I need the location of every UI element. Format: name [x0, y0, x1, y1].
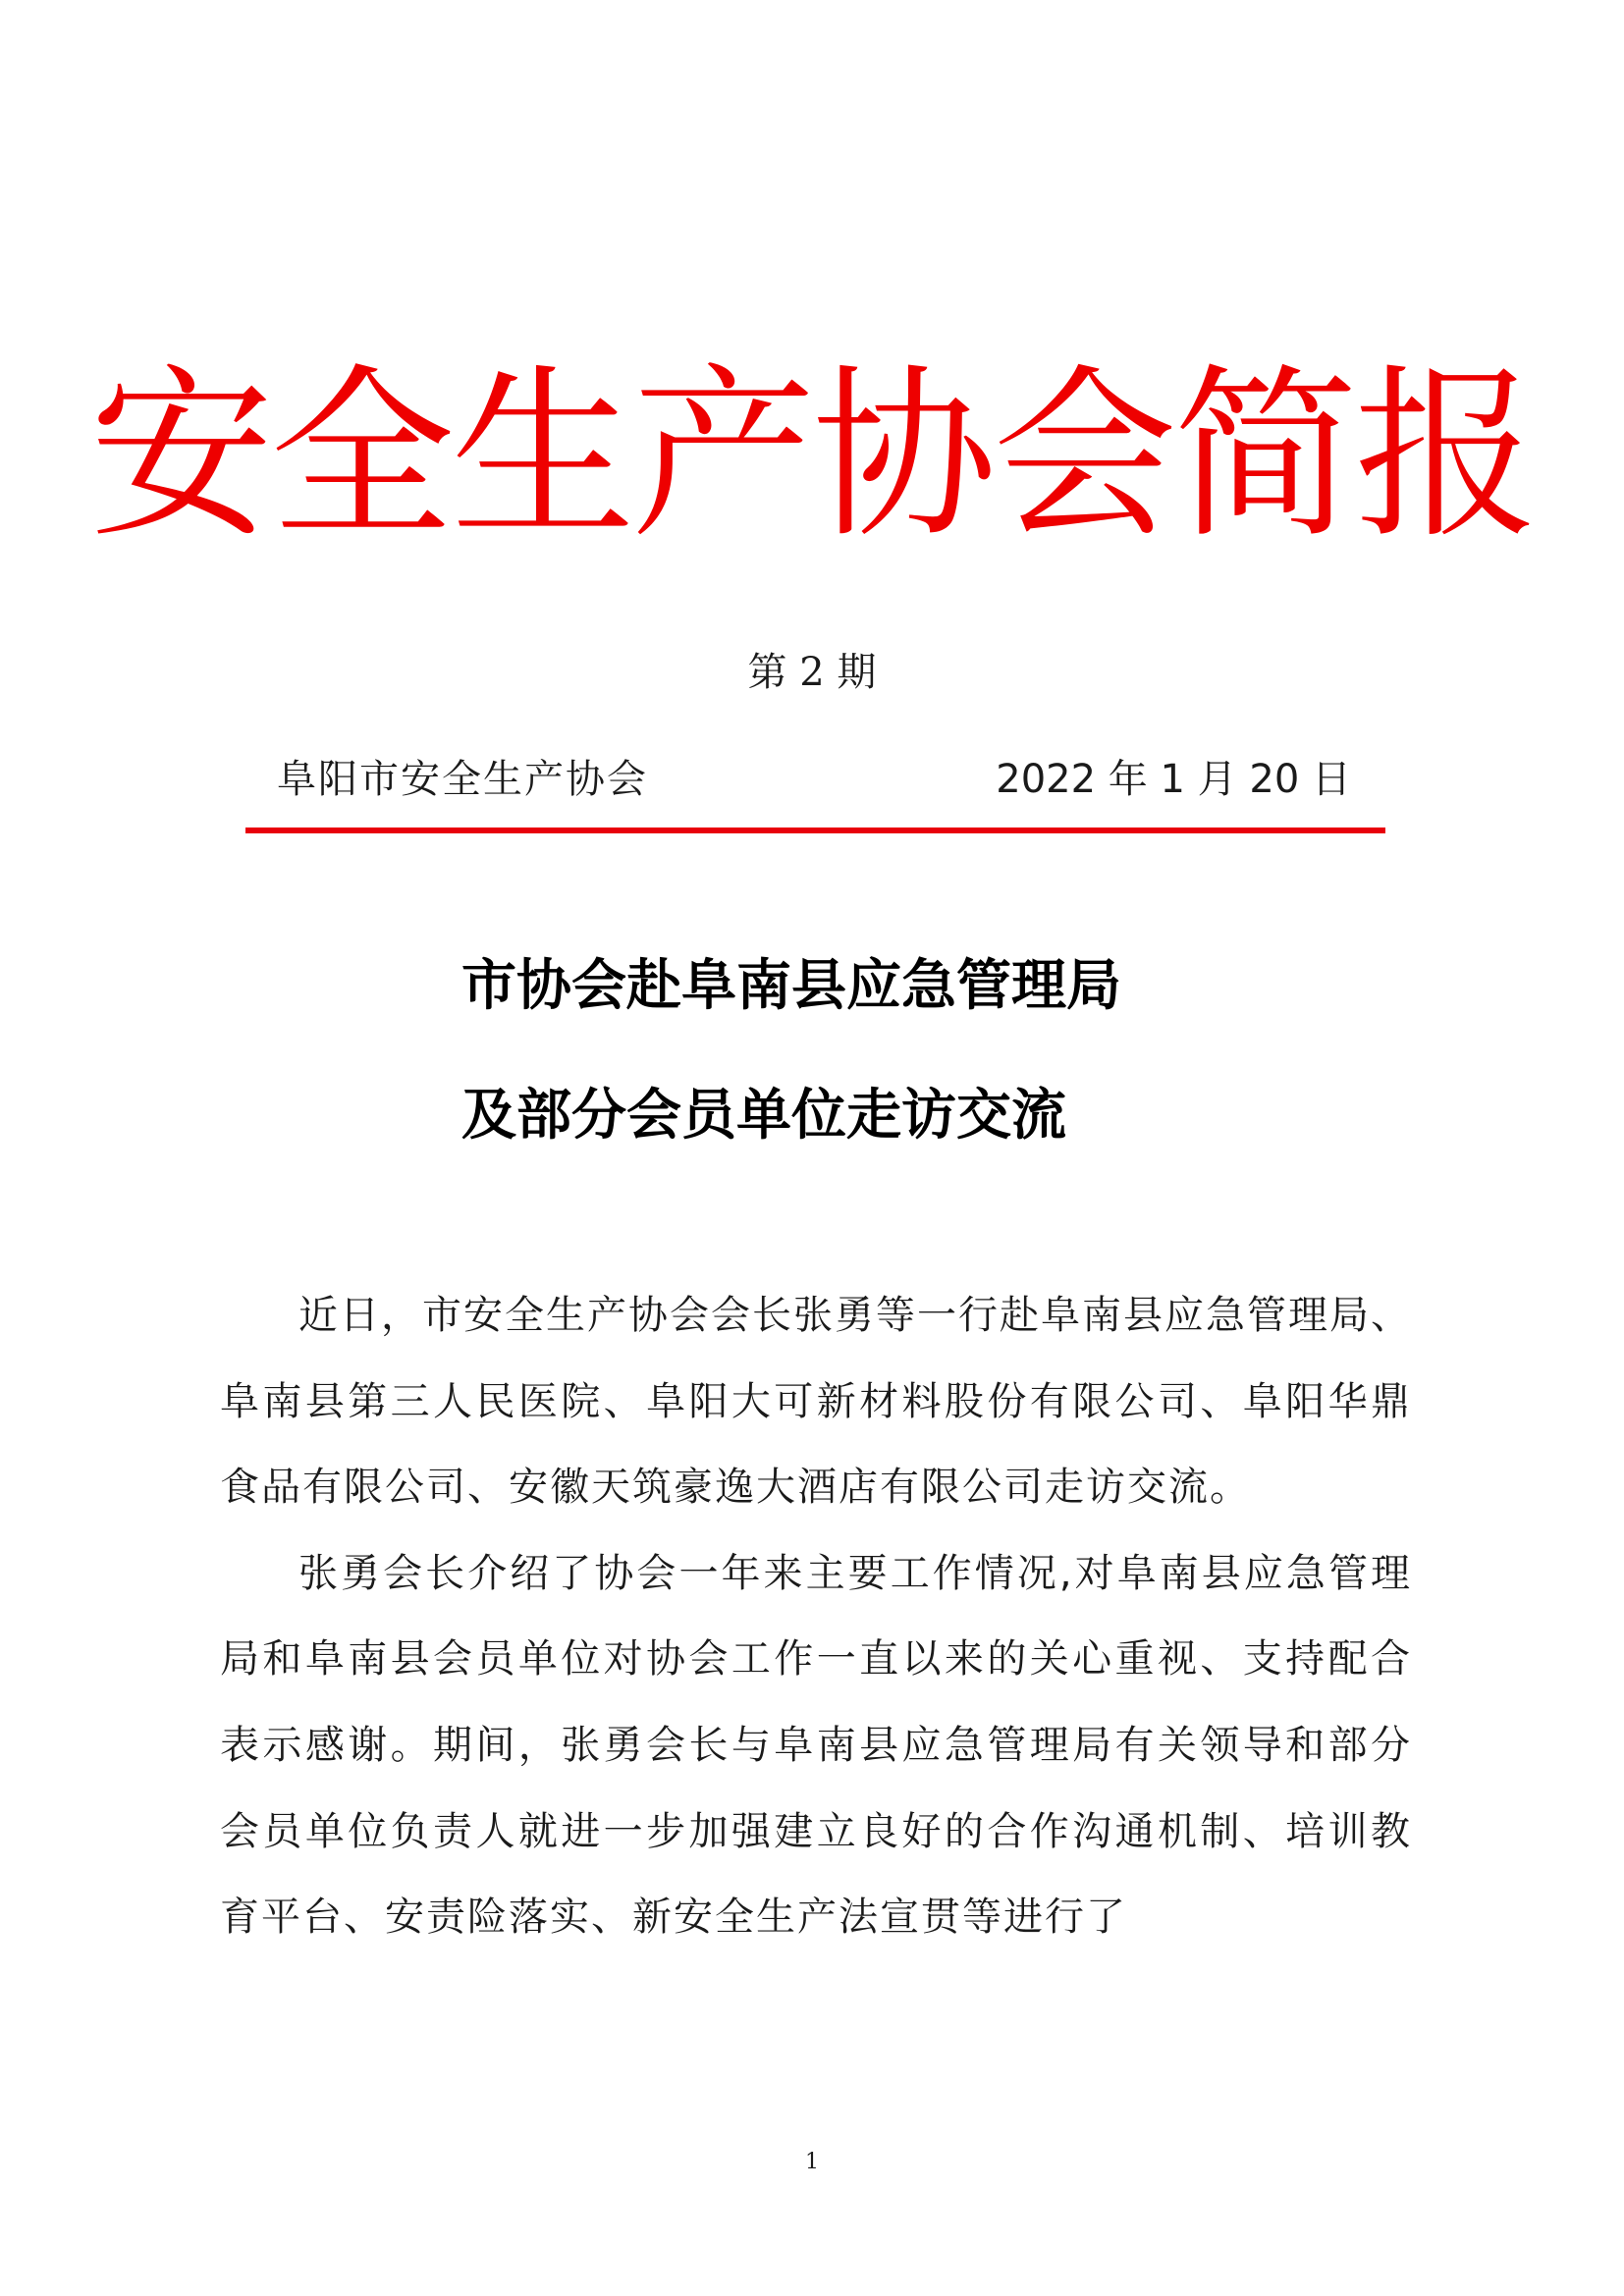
page-number: 1: [805, 2150, 819, 2174]
publisher-name: 阜阳市安全生产协会: [277, 757, 648, 802]
body-paragraph-1: 近日，市安全生产协会会长张勇等一行赴阜南县应急管理局、阜南县第三人民医院、阜阳大可新材料股份有限公司、阜阳华鼎食品有限公司、安徽天筑豪逸大酒店有限公司走访交流。: [220, 1293, 1412, 1511]
red-divider-rule: [245, 828, 1385, 833]
publication-date: 2022 年 1 月 20 日: [996, 757, 1351, 802]
body-paragraph-2: 张勇会长介绍了协会一年来主要工作情况,对阜南县应急管理局和阜南县会员单位对协会工作一直以来的关心重视、支持配合表示感谢。期间，张勇会长与阜南县应急管理局有关领导和部分会员单位负责人就进一步加强建立良好的合作沟通机制、培训教育平台、安责险落实、新安全生产法宣贯等进行了: [220, 1550, 1412, 1941]
article-headline-line-1: 市协会赴阜南县应急管理局: [461, 954, 1121, 1018]
article-body: [220, 1273, 1412, 1961]
article-headline-line-2: 及部分会员单位走访交流: [461, 1084, 1066, 1148]
masthead-title: 安全生产协会简报: [89, 348, 1535, 563]
issue-number: 第 2 期: [747, 650, 877, 695]
